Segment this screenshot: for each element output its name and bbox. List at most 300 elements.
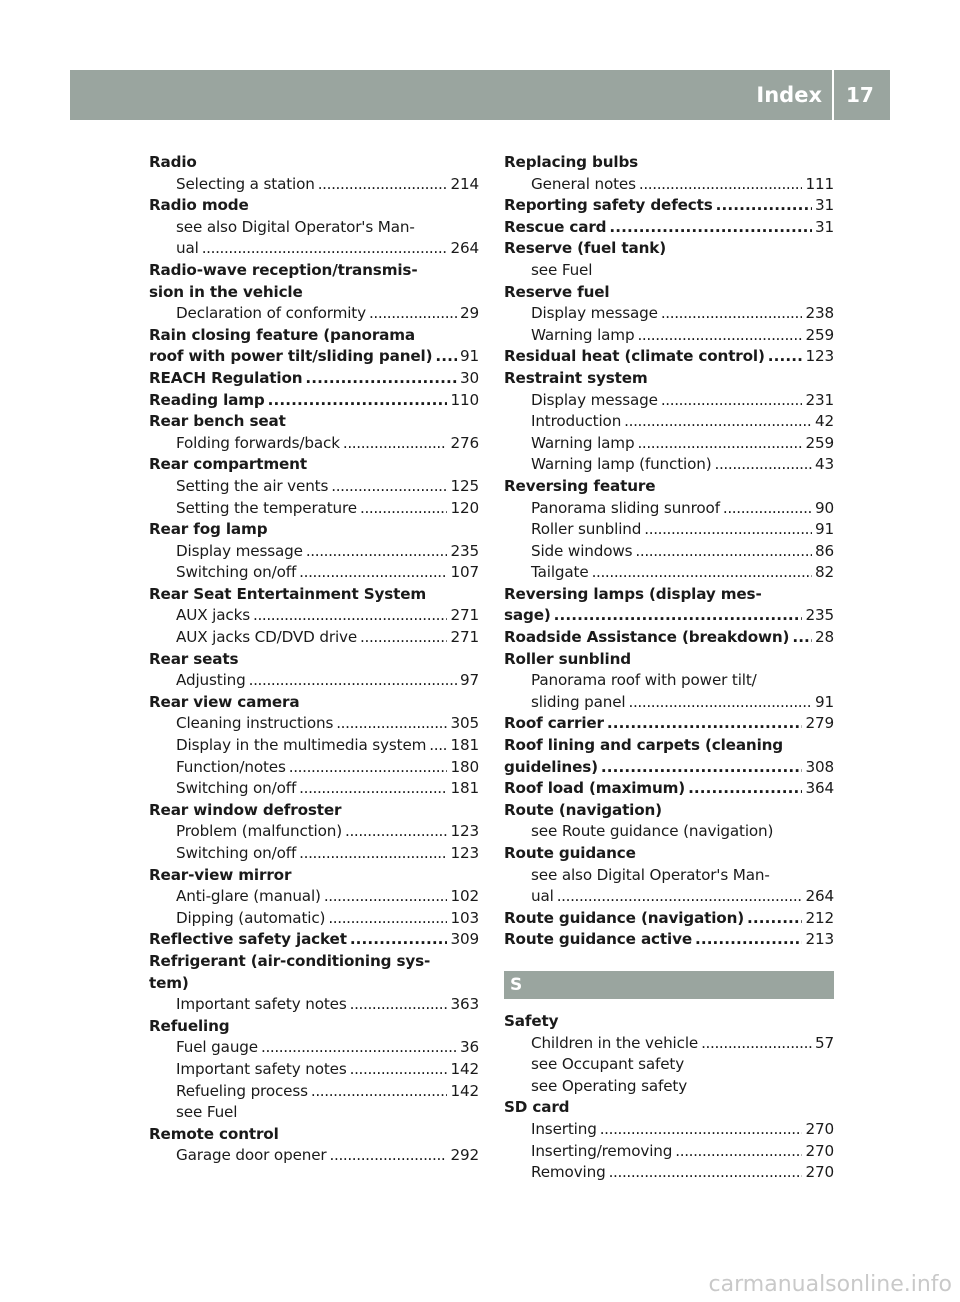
entry-text: Radio-wave reception/transmis- bbox=[149, 260, 418, 279]
entry-text: Rear-view mirror bbox=[149, 865, 292, 884]
entry-page-number[interactable]: 264 bbox=[805, 887, 834, 906]
entry-text: see Occupant safety bbox=[531, 1055, 685, 1074]
dot-leader bbox=[345, 821, 447, 843]
entry-page-number[interactable]: 364 bbox=[805, 779, 834, 798]
entry-text: SD card bbox=[504, 1098, 570, 1117]
index-entry bbox=[149, 152, 479, 174]
entry-text: sion in the vehicle bbox=[149, 282, 303, 301]
index-subentry[interactable] bbox=[504, 1162, 834, 1184]
entry-page-number[interactable]: 28 bbox=[814, 628, 834, 647]
entry-page-number[interactable]: 111 bbox=[805, 174, 834, 193]
index-entry[interactable] bbox=[504, 908, 834, 930]
entry-text: Switching on/off bbox=[176, 779, 297, 798]
index-entry[interactable] bbox=[504, 346, 834, 368]
entry-page-number[interactable]: 309 bbox=[450, 930, 479, 949]
index-subentry[interactable] bbox=[149, 476, 479, 498]
entry-page-number[interactable]: 231 bbox=[805, 390, 834, 409]
index-entry[interactable] bbox=[504, 757, 834, 779]
entry-page-number[interactable]: 181 bbox=[450, 779, 479, 798]
entry-page-number[interactable]: 270 bbox=[805, 1141, 834, 1160]
entry-page-number[interactable]: 142 bbox=[450, 1081, 479, 1100]
index-entry bbox=[504, 649, 834, 671]
entry-text: Replacing bulbs bbox=[504, 153, 639, 171]
index-subentry bbox=[504, 865, 834, 887]
index-subentry bbox=[504, 1054, 834, 1076]
entry-text: Remote control bbox=[149, 1124, 279, 1143]
dot-leader bbox=[305, 368, 457, 390]
entry-page-number[interactable]: 107 bbox=[450, 563, 479, 582]
dot-leader bbox=[557, 886, 803, 908]
entry-text: Display message bbox=[176, 541, 303, 560]
index-subentry[interactable] bbox=[504, 303, 834, 325]
entry-page-number[interactable]: 30 bbox=[459, 368, 479, 387]
entry-text: Declaration of conformity bbox=[176, 304, 366, 323]
index-subentry[interactable] bbox=[149, 1145, 479, 1167]
entry-text: Reversing lamps (display mes- bbox=[504, 584, 762, 603]
entry-page-number[interactable]: 123 bbox=[450, 822, 479, 841]
dot-leader bbox=[306, 541, 448, 563]
entry-page-number[interactable]: 271 bbox=[450, 606, 479, 625]
entry-text: Roadside Assistance (breakdown) bbox=[504, 628, 790, 647]
entry-text: Refueling process bbox=[176, 1081, 308, 1100]
entry-page-number[interactable]: 31 bbox=[814, 217, 834, 236]
index-entry bbox=[149, 692, 479, 714]
entry-page-number[interactable]: 91 bbox=[459, 347, 479, 366]
dot-leader bbox=[592, 562, 812, 584]
index-entry bbox=[504, 152, 834, 174]
dot-leader bbox=[299, 843, 447, 865]
dot-leader bbox=[715, 454, 812, 476]
entry-text: tem) bbox=[149, 973, 189, 992]
index-subentry[interactable] bbox=[149, 908, 479, 930]
index-subentry bbox=[504, 821, 834, 843]
entry-text: Route guidance (navigation) bbox=[504, 908, 745, 927]
index-subentry[interactable] bbox=[149, 713, 479, 735]
entry-text: Rear fog lamp bbox=[149, 520, 268, 539]
entry-text: Removing bbox=[531, 1163, 606, 1182]
index-subentry[interactable] bbox=[149, 1037, 479, 1059]
entry-text: Cleaning instructions bbox=[176, 714, 334, 733]
dot-leader bbox=[624, 411, 812, 433]
dot-leader bbox=[629, 692, 812, 714]
entry-text: AUX jacks bbox=[176, 606, 250, 625]
entry-text: Tailgate bbox=[531, 563, 589, 582]
dot-leader bbox=[609, 217, 812, 239]
index-subentry[interactable] bbox=[149, 1059, 479, 1081]
index-subentry[interactable] bbox=[149, 605, 479, 627]
entry-text: Inserting bbox=[531, 1119, 597, 1138]
dot-leader bbox=[350, 929, 448, 951]
entry-text: roof with power tilt/sliding panel) bbox=[149, 347, 433, 366]
entry-page-number[interactable]: 120 bbox=[450, 498, 479, 517]
index-subentry[interactable] bbox=[149, 821, 479, 843]
dot-leader bbox=[607, 713, 803, 735]
entry-page-number[interactable]: 110 bbox=[450, 390, 479, 409]
entry-text: Setting the air vents bbox=[176, 476, 329, 495]
index-subentry[interactable] bbox=[149, 433, 479, 455]
index-subentry[interactable] bbox=[504, 1119, 834, 1141]
index-subentry[interactable] bbox=[504, 454, 834, 476]
dot-leader bbox=[318, 174, 448, 196]
index-entry bbox=[149, 1016, 479, 1038]
index-entry bbox=[149, 195, 479, 217]
entry-page-number[interactable]: 91 bbox=[814, 692, 834, 711]
entry-text: Rear window defroster bbox=[149, 800, 342, 819]
entry-text: Setting the temperature bbox=[176, 498, 357, 517]
entry-text: Roof load (maximum) bbox=[504, 779, 686, 798]
entry-page-number[interactable]: 42 bbox=[814, 412, 834, 431]
entry-text: Roof lining and carpets (cleaning bbox=[504, 736, 784, 755]
index-entry bbox=[504, 843, 834, 865]
entry-page-number[interactable]: 214 bbox=[450, 174, 479, 193]
entry-text: General notes bbox=[531, 174, 636, 193]
entry-text: Introduction bbox=[531, 412, 622, 431]
dot-leader bbox=[328, 908, 447, 930]
index-subentry[interactable] bbox=[149, 994, 479, 1016]
index-subentry bbox=[149, 217, 479, 239]
entry-text: Side windows bbox=[531, 541, 633, 560]
entry-text: see Fuel bbox=[531, 260, 593, 279]
entry-text: Residual heat (climate control) bbox=[504, 347, 765, 366]
entry-text: Rear view camera bbox=[149, 692, 300, 711]
dot-leader bbox=[747, 908, 802, 930]
entry-text: Roller sunblind bbox=[531, 520, 642, 539]
entry-text: REACH Regulation bbox=[149, 368, 303, 387]
index-subentry[interactable] bbox=[504, 174, 834, 196]
dot-leader bbox=[299, 562, 447, 584]
dot-leader bbox=[723, 498, 812, 520]
index-entry bbox=[504, 476, 834, 498]
entry-text: Selecting a station bbox=[176, 174, 315, 193]
entry-text: Switching on/off bbox=[176, 844, 297, 862]
dot-leader bbox=[249, 670, 457, 692]
dot-leader bbox=[792, 627, 812, 649]
dot-leader bbox=[768, 346, 803, 368]
index-entry[interactable] bbox=[504, 929, 834, 951]
entry-text: ual bbox=[176, 239, 199, 258]
dot-leader bbox=[350, 1059, 448, 1081]
letter-heading bbox=[504, 971, 834, 999]
entry-text: Safety bbox=[504, 1011, 559, 1030]
entry-text: Function/notes bbox=[176, 757, 286, 776]
entry-page-number[interactable]: 123 bbox=[450, 844, 479, 862]
dot-leader bbox=[331, 476, 447, 498]
entry-page-number[interactable]: 43 bbox=[814, 455, 834, 474]
dot-leader bbox=[639, 174, 803, 196]
index-subentry[interactable] bbox=[149, 735, 479, 757]
entry-text: Reporting safety defects bbox=[504, 196, 713, 215]
entry-text: Rescue card bbox=[504, 217, 607, 236]
entry-text: Rain closing feature (panorama bbox=[149, 325, 416, 344]
entry-text: Display message bbox=[531, 304, 658, 323]
index-entry bbox=[504, 368, 834, 390]
entry-page-number[interactable]: 212 bbox=[805, 908, 834, 927]
index-subentry[interactable] bbox=[504, 562, 834, 584]
dot-leader bbox=[635, 541, 812, 563]
entry-page-number[interactable]: 142 bbox=[450, 1059, 479, 1078]
dot-leader bbox=[661, 303, 803, 325]
entry-page-number[interactable]: 264 bbox=[450, 239, 479, 258]
index-entry bbox=[149, 454, 479, 476]
index-subentry[interactable] bbox=[149, 627, 479, 649]
entry-page-number[interactable]: 271 bbox=[450, 628, 479, 647]
page-number: 17 bbox=[846, 83, 874, 107]
entry-text: see Operating safety bbox=[531, 1076, 688, 1095]
index-entry[interactable] bbox=[149, 929, 479, 951]
entry-page-number[interactable]: 213 bbox=[805, 930, 834, 949]
entry-page-number[interactable]: 86 bbox=[814, 541, 834, 560]
entry-page-number[interactable]: 180 bbox=[450, 757, 479, 776]
entry-text: Important safety notes bbox=[176, 995, 347, 1014]
entry-page-number[interactable]: 238 bbox=[805, 304, 834, 323]
entry-text: see Route guidance (navigation) bbox=[531, 822, 774, 841]
entry-text: Panorama sliding sunroof bbox=[531, 498, 720, 517]
entry-text: Reflective safety jacket bbox=[149, 930, 347, 949]
entry-text: Rear bench seat bbox=[149, 412, 286, 431]
entry-text: Adjusting bbox=[176, 671, 246, 690]
index-subentry bbox=[149, 1102, 479, 1124]
dot-leader bbox=[429, 735, 447, 757]
entry-text: Route guidance bbox=[504, 844, 636, 862]
dot-leader bbox=[675, 1141, 802, 1163]
entry-text: Route (navigation) bbox=[504, 800, 662, 819]
dot-leader bbox=[601, 757, 803, 779]
index-subentry[interactable] bbox=[504, 498, 834, 520]
entry-text: Problem (malfunction) bbox=[176, 822, 342, 841]
index-entry bbox=[504, 584, 834, 606]
header-divider bbox=[832, 70, 834, 120]
index-subentry[interactable] bbox=[504, 411, 834, 433]
entry-text: Refrigerant (air-conditioning sys- bbox=[149, 951, 431, 970]
entry-page-number[interactable]: 102 bbox=[450, 887, 479, 906]
entry-text: Rear seats bbox=[149, 649, 239, 668]
entry-text: Roller sunblind bbox=[504, 649, 631, 668]
index-subentry[interactable] bbox=[504, 390, 834, 412]
dot-leader bbox=[435, 346, 457, 368]
index-subentry[interactable] bbox=[504, 433, 834, 455]
index-entry bbox=[149, 584, 479, 606]
dot-leader bbox=[701, 1033, 812, 1055]
index-entry[interactable] bbox=[504, 778, 834, 800]
index-entry[interactable] bbox=[504, 605, 834, 627]
dot-leader bbox=[360, 498, 447, 520]
dot-leader bbox=[637, 433, 802, 455]
entry-text: Radio bbox=[149, 153, 197, 171]
index-subentry[interactable] bbox=[504, 1141, 834, 1163]
index-subentry[interactable] bbox=[149, 174, 479, 196]
index-entry[interactable] bbox=[149, 390, 479, 412]
entry-page-number[interactable]: 363 bbox=[450, 995, 479, 1014]
entry-page-number[interactable]: 276 bbox=[450, 433, 479, 452]
index-subentry bbox=[504, 1076, 834, 1098]
index-column-left bbox=[149, 152, 479, 1167]
dot-leader bbox=[343, 433, 448, 455]
dot-leader bbox=[350, 994, 448, 1016]
entry-page-number[interactable]: 259 bbox=[805, 433, 834, 452]
dot-leader bbox=[330, 1145, 448, 1167]
index-subentry[interactable] bbox=[149, 757, 479, 779]
index-entry[interactable] bbox=[149, 346, 479, 368]
dot-leader bbox=[336, 713, 447, 735]
entry-text: Rear compartment bbox=[149, 455, 307, 474]
index-entry bbox=[149, 973, 479, 995]
index-subentry[interactable] bbox=[149, 562, 479, 584]
entry-page-number[interactable]: 57 bbox=[814, 1033, 834, 1052]
entry-page-number[interactable]: 97 bbox=[459, 671, 479, 690]
dot-leader bbox=[609, 1162, 803, 1184]
dot-leader bbox=[644, 519, 812, 541]
index-entry bbox=[149, 282, 479, 304]
dot-leader bbox=[695, 929, 802, 951]
entry-page-number[interactable]: 31 bbox=[814, 196, 834, 215]
entry-text: Display message bbox=[531, 390, 658, 409]
entry-page-number[interactable]: 90 bbox=[814, 498, 834, 517]
index-subentry[interactable] bbox=[149, 541, 479, 563]
entry-text: guidelines) bbox=[504, 757, 598, 776]
dot-leader bbox=[253, 605, 447, 627]
dot-leader bbox=[716, 195, 812, 217]
dot-leader bbox=[268, 390, 448, 412]
entry-page-number[interactable]: 125 bbox=[450, 476, 479, 495]
dot-leader bbox=[324, 886, 448, 908]
index-entry[interactable] bbox=[149, 368, 479, 390]
entry-text: AUX jacks CD/DVD drive bbox=[176, 628, 358, 647]
letter-heading-label: S bbox=[510, 974, 523, 995]
entry-text: Important safety notes bbox=[176, 1059, 347, 1078]
entry-page-number[interactable]: 292 bbox=[450, 1146, 479, 1165]
entry-text: Reversing feature bbox=[504, 476, 656, 495]
entry-text: Route guidance active bbox=[504, 930, 692, 949]
index-subentry[interactable] bbox=[149, 498, 479, 520]
dot-leader bbox=[299, 778, 447, 800]
entry-text: see Fuel bbox=[176, 1103, 238, 1122]
index-entry[interactable] bbox=[504, 627, 834, 649]
index-entry bbox=[149, 951, 479, 973]
entry-page-number[interactable]: 259 bbox=[805, 325, 834, 344]
index-entry[interactable] bbox=[504, 195, 834, 217]
index-subentry[interactable] bbox=[504, 325, 834, 347]
entry-text: Switching on/off bbox=[176, 563, 297, 582]
entry-page-number[interactable]: 308 bbox=[805, 757, 834, 776]
dot-leader bbox=[261, 1037, 457, 1059]
entry-text: Refueling bbox=[149, 1016, 230, 1035]
entry-page-number[interactable]: 82 bbox=[814, 563, 834, 582]
entry-text: Children in the vehicle bbox=[531, 1033, 699, 1052]
entry-text: Anti-glare (manual) bbox=[176, 887, 321, 906]
entry-text: Panorama roof with power tilt/ bbox=[531, 671, 757, 690]
entry-text: Inserting/removing bbox=[531, 1141, 673, 1160]
dot-leader bbox=[289, 757, 448, 779]
index-column-right bbox=[504, 152, 834, 1184]
entry-page-number[interactable]: 36 bbox=[459, 1038, 479, 1057]
entry-text: Restraint system bbox=[504, 368, 648, 387]
index-entry bbox=[149, 1124, 479, 1146]
index-entry bbox=[504, 1011, 834, 1033]
dot-leader bbox=[360, 627, 447, 649]
index-subentry[interactable] bbox=[149, 238, 479, 260]
index-subentry bbox=[504, 260, 834, 282]
dot-leader bbox=[311, 1081, 448, 1103]
entry-text: Rear Seat Entertainment System bbox=[149, 584, 427, 603]
index-subentry[interactable] bbox=[504, 1033, 834, 1055]
dot-leader bbox=[637, 325, 802, 347]
index-entry bbox=[149, 800, 479, 822]
entry-text: Warning lamp bbox=[531, 325, 635, 344]
dot-leader bbox=[369, 303, 457, 325]
index-entry bbox=[149, 865, 479, 887]
entry-text: Warning lamp bbox=[531, 433, 635, 452]
entry-text: Dipping (automatic) bbox=[176, 908, 326, 927]
index-subentry[interactable] bbox=[504, 519, 834, 541]
entry-text: Folding forwards/back bbox=[176, 433, 340, 452]
entry-text: Radio mode bbox=[149, 196, 249, 215]
index-entry bbox=[504, 800, 834, 822]
entry-page-number[interactable]: 123 bbox=[805, 347, 834, 366]
index-subentry[interactable] bbox=[149, 843, 479, 865]
entry-text: Garage door opener bbox=[176, 1146, 327, 1165]
index-subentry[interactable] bbox=[504, 541, 834, 563]
index-subentry[interactable] bbox=[149, 303, 479, 325]
entry-text: Roof carrier bbox=[504, 714, 604, 733]
dot-leader bbox=[688, 778, 802, 800]
entry-page-number[interactable]: 235 bbox=[450, 541, 479, 560]
index-subentry[interactable] bbox=[504, 886, 834, 908]
section-title: Index bbox=[756, 83, 822, 107]
dot-leader bbox=[600, 1119, 803, 1141]
entry-page-number[interactable]: 91 bbox=[814, 520, 834, 539]
index-subentry[interactable] bbox=[149, 1081, 479, 1103]
entry-page-number[interactable]: 305 bbox=[450, 714, 479, 733]
index-entry bbox=[149, 325, 479, 347]
entry-text: sage) bbox=[504, 606, 551, 625]
index-entry bbox=[149, 260, 479, 282]
entry-text: Reserve (fuel tank) bbox=[504, 239, 666, 258]
entry-text: Reading lamp bbox=[149, 390, 265, 409]
entry-page-number[interactable]: 181 bbox=[450, 736, 479, 755]
index-entry[interactable] bbox=[504, 217, 834, 239]
entry-text: Warning lamp (function) bbox=[531, 455, 712, 474]
index-subentry[interactable] bbox=[149, 670, 479, 692]
index-entry bbox=[149, 411, 479, 433]
index-subentry bbox=[504, 670, 834, 692]
index-entry[interactable] bbox=[504, 713, 834, 735]
entry-text: ual bbox=[531, 887, 554, 906]
entry-page-number[interactable]: 235 bbox=[805, 606, 834, 625]
entry-text: see also Digital Operator's Man- bbox=[176, 217, 415, 236]
index-subentry[interactable] bbox=[504, 692, 834, 714]
entry-text: sliding panel bbox=[531, 692, 626, 711]
index-entry bbox=[504, 238, 834, 260]
entry-page-number[interactable]: 29 bbox=[459, 304, 479, 323]
watermark: carmanualsonline.info bbox=[708, 1272, 952, 1297]
entry-page-number[interactable]: 103 bbox=[450, 908, 479, 927]
index-entry bbox=[504, 282, 834, 304]
index-subentry[interactable] bbox=[149, 886, 479, 908]
index-entry bbox=[504, 735, 834, 757]
entry-text: Reserve fuel bbox=[504, 282, 610, 301]
index-subentry[interactable] bbox=[149, 778, 479, 800]
entry-text: see also Digital Operator's Man- bbox=[531, 865, 770, 884]
dot-leader bbox=[202, 238, 448, 260]
entry-page-number[interactable]: 279 bbox=[805, 714, 834, 733]
entry-text: Display in the multimedia system bbox=[176, 736, 427, 755]
entry-page-number[interactable]: 270 bbox=[805, 1163, 834, 1182]
entry-text: Fuel gauge bbox=[176, 1038, 258, 1057]
entry-page-number[interactable]: 270 bbox=[805, 1119, 834, 1138]
index-entry bbox=[149, 519, 479, 541]
index-entry bbox=[149, 649, 479, 671]
dot-leader bbox=[661, 390, 803, 412]
